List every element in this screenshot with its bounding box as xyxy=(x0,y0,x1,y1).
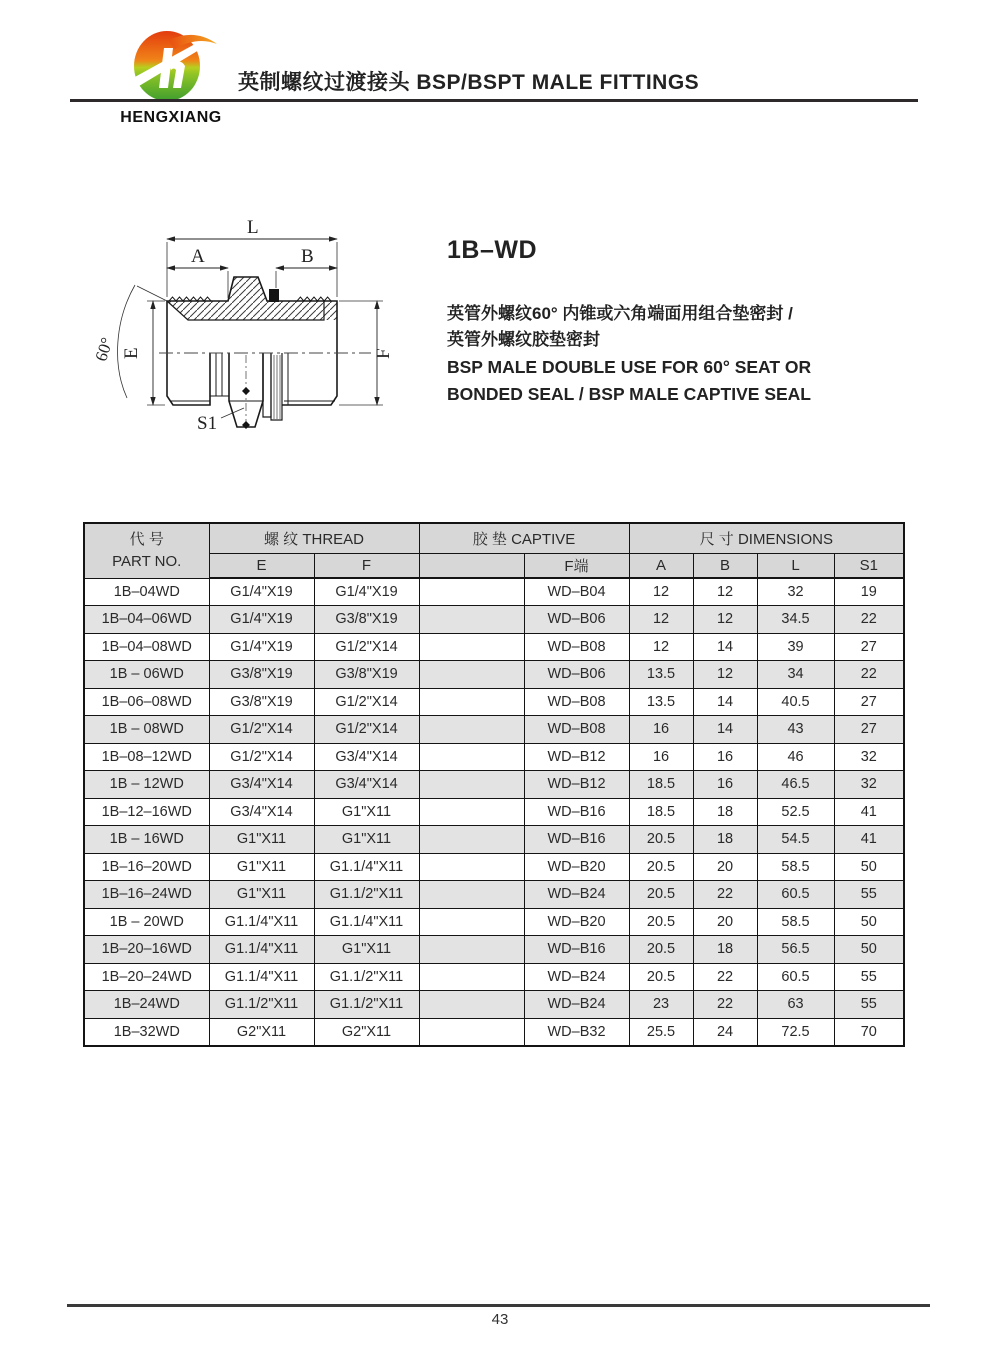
table-cell: 32 xyxy=(834,743,904,771)
description-en-line1: BSP MALE DOUBLE USE FOR 60° SEAT OR xyxy=(447,357,812,377)
table-row xyxy=(84,661,904,689)
table-cell: 20.5 xyxy=(629,853,693,881)
table-cell: 50 xyxy=(834,908,904,936)
table-cell xyxy=(419,661,524,689)
table-cell: 54.5 xyxy=(757,826,834,854)
table-cell: 43 xyxy=(757,716,834,744)
table-cell: 55 xyxy=(834,881,904,909)
table-cell: G1"X11 xyxy=(314,826,419,854)
col-header-A: A xyxy=(629,553,693,578)
spec-table xyxy=(83,522,905,1047)
table-cell: 60.5 xyxy=(757,963,834,991)
page-title: 英制螺纹过渡接头 BSP/BSPT MALE FITTINGS xyxy=(238,71,700,94)
table-cell: 20.5 xyxy=(629,881,693,909)
table-row xyxy=(84,908,904,936)
table-cell: 52.5 xyxy=(757,798,834,826)
table-cell: 1B–20–24WD xyxy=(84,963,209,991)
spec-table-body xyxy=(84,578,904,1046)
col-header-F: F xyxy=(314,553,419,578)
table-cell: G1/4"X19 xyxy=(314,578,419,606)
table-cell: 14 xyxy=(693,688,757,716)
table-row xyxy=(84,716,904,744)
table-cell xyxy=(419,991,524,1019)
table-row xyxy=(84,936,904,964)
table-row xyxy=(84,853,904,881)
page-number: 43 xyxy=(491,1311,509,1328)
table-cell: 12 xyxy=(693,606,757,634)
table-cell xyxy=(419,1018,524,1046)
table-cell: G3/4"X14 xyxy=(314,743,419,771)
table-row xyxy=(84,578,904,606)
table-cell: WD–B20 xyxy=(524,908,629,936)
dim-label-B: B xyxy=(301,246,314,267)
dim-label-A: A xyxy=(191,246,205,267)
table-cell: 20 xyxy=(693,908,757,936)
footer-divider xyxy=(67,1304,930,1307)
table-cell: 72.5 xyxy=(757,1018,834,1046)
table-cell: 1B – 12WD xyxy=(84,771,209,799)
col-header-part-no-zh: 代 号 xyxy=(129,530,164,548)
table-row xyxy=(84,1018,904,1046)
group-header-thread: 螺 纹 THREAD xyxy=(209,523,419,553)
table-cell: G1/2"X14 xyxy=(209,743,314,771)
description-en-line2: BONDED SEAL / BSP MALE CAPTIVE SEAL xyxy=(447,384,811,404)
table-cell: G1.1/2"X11 xyxy=(209,991,314,1019)
table-cell: 20 xyxy=(693,853,757,881)
table-cell: 20.5 xyxy=(629,963,693,991)
logo-wordmark: HENGXIANG xyxy=(120,109,222,126)
table-cell xyxy=(419,633,524,661)
captive-seal xyxy=(269,289,279,302)
table-cell: 60.5 xyxy=(757,881,834,909)
model-number: 1B–WD xyxy=(447,236,538,264)
dim-label-L: L xyxy=(247,217,259,238)
col-header-part-no xyxy=(84,523,209,578)
group-header-dimensions: 尺 寸 DIMENSIONS xyxy=(629,523,904,553)
table-cell: 1B–20–16WD xyxy=(84,936,209,964)
table-cell: 1B–04WD xyxy=(84,578,209,606)
table-cell: 16 xyxy=(693,743,757,771)
table-cell xyxy=(419,606,524,634)
table-cell: G1.1/4"X11 xyxy=(314,853,419,881)
table-cell: G1/2"X14 xyxy=(314,633,419,661)
table-cell: 1B–04–06WD xyxy=(84,606,209,634)
table-cell: 40.5 xyxy=(757,688,834,716)
table-cell: 18.5 xyxy=(629,798,693,826)
table-cell: 63 xyxy=(757,991,834,1019)
table-cell: G1"X11 xyxy=(209,881,314,909)
table-cell xyxy=(419,716,524,744)
table-cell: G3/8"X19 xyxy=(314,606,419,634)
table-row xyxy=(84,991,904,1019)
table-cell: 27 xyxy=(834,688,904,716)
table-cell: G1.1/4"X11 xyxy=(314,908,419,936)
col-header-L: L xyxy=(757,553,834,578)
table-cell: 58.5 xyxy=(757,853,834,881)
table-cell: 16 xyxy=(629,716,693,744)
table-cell: WD–B32 xyxy=(524,1018,629,1046)
table-row xyxy=(84,743,904,771)
table-cell: G3/8"X19 xyxy=(209,661,314,689)
table-cell: G3/8"X19 xyxy=(314,661,419,689)
table-cell: 1B–06–08WD xyxy=(84,688,209,716)
table-cell: 12 xyxy=(629,578,693,606)
table-cell: 39 xyxy=(757,633,834,661)
table-cell: 1B–08–12WD xyxy=(84,743,209,771)
table-cell: 1B – 06WD xyxy=(84,661,209,689)
table-cell: G1.1/2"X11 xyxy=(314,881,419,909)
table-cell: WD–B06 xyxy=(524,661,629,689)
table-cell: 70 xyxy=(834,1018,904,1046)
table-cell: G1.1/4"X11 xyxy=(209,963,314,991)
table-cell: 22 xyxy=(693,881,757,909)
table-cell: 23 xyxy=(629,991,693,1019)
table-cell: G1/4"X19 xyxy=(209,606,314,634)
col-header-captive-blank xyxy=(419,553,524,578)
table-cell: 12 xyxy=(629,606,693,634)
table-cell: 18 xyxy=(693,826,757,854)
table-cell: 18.5 xyxy=(629,771,693,799)
dim-label-angle: 60° xyxy=(91,335,117,364)
table-cell: WD–B12 xyxy=(524,771,629,799)
table-cell: 32 xyxy=(834,771,904,799)
table-cell: WD–B12 xyxy=(524,743,629,771)
table-cell: 50 xyxy=(834,853,904,881)
table-cell xyxy=(419,798,524,826)
table-cell: 41 xyxy=(834,826,904,854)
table-cell: G1.1/4"X11 xyxy=(209,936,314,964)
table-cell: 1B – 16WD xyxy=(84,826,209,854)
table-cell: WD–B08 xyxy=(524,688,629,716)
table-cell: 32 xyxy=(757,578,834,606)
table-row xyxy=(84,688,904,716)
table-cell: 13.5 xyxy=(629,661,693,689)
col-header-B: B xyxy=(693,553,757,578)
table-cell xyxy=(419,936,524,964)
table-cell: WD–B24 xyxy=(524,991,629,1019)
table-cell: 41 xyxy=(834,798,904,826)
table-cell: WD–B16 xyxy=(524,936,629,964)
dim-label-S1: S1 xyxy=(197,413,218,434)
product-description xyxy=(447,236,867,407)
table-cell: G2"X11 xyxy=(209,1018,314,1046)
table-cell xyxy=(419,826,524,854)
table-cell: 20.5 xyxy=(629,936,693,964)
table-cell: WD–B06 xyxy=(524,606,629,634)
table-cell: 55 xyxy=(834,963,904,991)
table-row xyxy=(84,881,904,909)
table-cell: 1B–24WD xyxy=(84,991,209,1019)
table-cell: 27 xyxy=(834,716,904,744)
table-cell: G3/4"X14 xyxy=(209,798,314,826)
table-cell: WD–B08 xyxy=(524,716,629,744)
table-cell: 1B–32WD xyxy=(84,1018,209,1046)
table-cell: 12 xyxy=(629,633,693,661)
table-cell: 56.5 xyxy=(757,936,834,964)
table-row xyxy=(84,963,904,991)
table-row xyxy=(84,606,904,634)
table-cell: 1B–04–08WD xyxy=(84,633,209,661)
table-cell: G1/2"X14 xyxy=(209,716,314,744)
table-cell: 20.5 xyxy=(629,826,693,854)
table-cell: WD–B20 xyxy=(524,853,629,881)
table-cell: G1"X11 xyxy=(209,853,314,881)
table-cell: G3/8"X19 xyxy=(209,688,314,716)
table-cell: 50 xyxy=(834,936,904,964)
table-cell: 22 xyxy=(834,661,904,689)
group-header-captive: 胶 垫 CAPTIVE xyxy=(419,523,629,553)
table-cell: G1.1/2"X11 xyxy=(314,991,419,1019)
table-cell xyxy=(419,688,524,716)
table-cell: 34 xyxy=(757,661,834,689)
table-cell: 34.5 xyxy=(757,606,834,634)
table-cell: 16 xyxy=(693,771,757,799)
table-cell: G3/4"X14 xyxy=(209,771,314,799)
table-cell: 19 xyxy=(834,578,904,606)
table-cell: 58.5 xyxy=(757,908,834,936)
table-cell: G1"X11 xyxy=(314,798,419,826)
table-cell: G1.1/4"X11 xyxy=(209,908,314,936)
table-cell: WD–B24 xyxy=(524,881,629,909)
table-cell: 14 xyxy=(693,633,757,661)
table-cell: WD–B24 xyxy=(524,963,629,991)
table-cell: 1B – 08WD xyxy=(84,716,209,744)
table-cell xyxy=(419,881,524,909)
col-header-S1: S1 xyxy=(834,553,904,578)
table-row xyxy=(84,826,904,854)
table-cell: 13.5 xyxy=(629,688,693,716)
header-divider xyxy=(70,99,918,102)
table-cell: WD–B16 xyxy=(524,826,629,854)
table-cell: 27 xyxy=(834,633,904,661)
col-header-part-no-en: PART NO. xyxy=(112,552,182,570)
table-cell: 12 xyxy=(693,578,757,606)
table-cell: WD–B08 xyxy=(524,633,629,661)
table-cell xyxy=(419,771,524,799)
table-cell: G2"X11 xyxy=(314,1018,419,1046)
table-cell: 14 xyxy=(693,716,757,744)
table-cell: WD–B16 xyxy=(524,798,629,826)
table-cell: 18 xyxy=(693,936,757,964)
table-cell: G1"X11 xyxy=(209,826,314,854)
table-cell: WD–B04 xyxy=(524,578,629,606)
table-cell: 20.5 xyxy=(629,908,693,936)
table-cell xyxy=(419,743,524,771)
table-cell: G1/2"X14 xyxy=(314,716,419,744)
table-cell: 12 xyxy=(693,661,757,689)
logo-icon xyxy=(123,24,219,106)
table-row xyxy=(84,798,904,826)
table-cell: 55 xyxy=(834,991,904,1019)
dim-label-E: E xyxy=(121,347,142,359)
table-cell: 1B–12–16WD xyxy=(84,798,209,826)
table-row xyxy=(84,771,904,799)
table-cell: G1/2"X14 xyxy=(314,688,419,716)
company-logo xyxy=(106,24,236,127)
table-cell: 46.5 xyxy=(757,771,834,799)
table-cell: 1B–16–24WD xyxy=(84,881,209,909)
col-header-E: E xyxy=(209,553,314,578)
table-cell: 22 xyxy=(834,606,904,634)
table-cell: 25.5 xyxy=(629,1018,693,1046)
table-cell xyxy=(419,963,524,991)
table-cell: 22 xyxy=(693,963,757,991)
table-row xyxy=(84,633,904,661)
table-cell: G1/4"X19 xyxy=(209,633,314,661)
table-cell: 16 xyxy=(629,743,693,771)
col-header-F-end: F端 xyxy=(524,553,629,578)
table-cell: 1B – 20WD xyxy=(84,908,209,936)
technical-drawing xyxy=(85,205,445,457)
description-zh-line2: 英管外螺纹胶垫密封 xyxy=(447,330,600,349)
table-cell: 22 xyxy=(693,991,757,1019)
table-cell: G1.1/2"X11 xyxy=(314,963,419,991)
description-zh-line1: 英管外螺纹60° 内锥或六角端面用组合垫密封 / xyxy=(447,304,793,323)
table-cell: G3/4"X14 xyxy=(314,771,419,799)
table-cell xyxy=(419,853,524,881)
table-cell: G1/4"X19 xyxy=(209,578,314,606)
table-cell xyxy=(419,578,524,606)
dim-label-F: F xyxy=(373,348,394,359)
table-cell: 1B–16–20WD xyxy=(84,853,209,881)
table-cell: 18 xyxy=(693,798,757,826)
table-cell: 24 xyxy=(693,1018,757,1046)
table-cell: G1"X11 xyxy=(314,936,419,964)
table-cell xyxy=(419,908,524,936)
table-cell: 46 xyxy=(757,743,834,771)
fitting-section-drawing xyxy=(85,205,445,457)
